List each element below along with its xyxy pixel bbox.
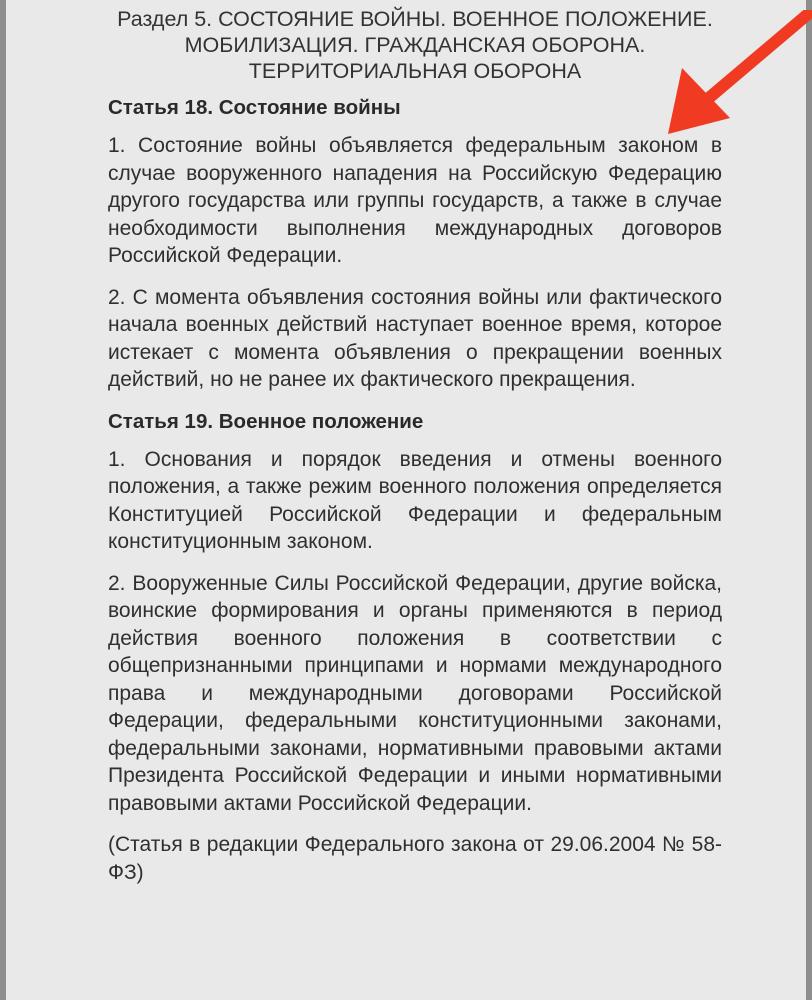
article-18-paragraph-2: 2. С момента объявления состояния войны или фактического начала военных действий наступает военное время, которое истекает с момента объявления о прекращении военных действий, но не ранее их фактического прекращения.: [108, 285, 722, 391]
article-19-edition-note: (Статья в редакции Федерального закона от 29.06.2004 № 58-ФЗ): [108, 833, 722, 884]
article-19-heading: Статья 19. Военное положение: [108, 409, 424, 433]
article-19-paragraph-1: 1. Основания и порядок введения и отмены военного положения, а также режим военного положения определяется Конституцией Российской Федерации и федеральным конституционным законом.: [108, 447, 722, 553]
red-arrow-icon: [660, 10, 812, 140]
page-left-edge: [0, 0, 6, 1000]
article-18-heading: Статья 18. Состояние войны: [108, 96, 401, 119]
article-18-paragraph-1: 1. Состояние войны объявляется федеральным законом в случае вооруженного нападения на Российскую Федерацию другого государства или группы государств, а также в случае необходимости выполнения международных договоров Российской Федерации.: [108, 134, 722, 267]
article-19-paragraph-2: 2. Вооруженные Силы Российской Федерации, другие войска, воинские формирования и органы применяются в период действия военного положения в соответствии с общепризнанными принципами и нормами международного права и международными договорами Российской Федерации, федеральными конституционными законами, федеральными законами, нормативными правовыми актами Президента Российской Федерации и иными нормативными правовыми актами Российской Федерации.: [108, 571, 722, 815]
page-right-edge: [806, 0, 812, 1000]
section-title: Раздел 5. СОСТОЯНИЕ ВОЙНЫ. ВОЕННОЕ ПОЛОЖЕНИЕ. МОБИЛИЗАЦИЯ. ГРАЖДАНСКАЯ ОБОРОНА. ТЕРРИТОРИАЛЬНАЯ ОБОРОНА: [117, 7, 713, 83]
document-content: [108, 4, 722, 900]
